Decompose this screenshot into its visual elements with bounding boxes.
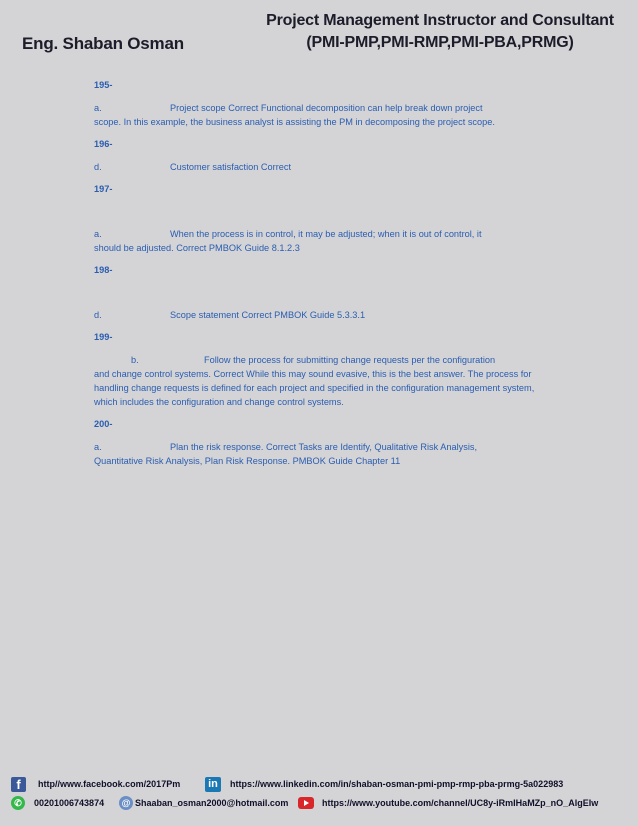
answer-list [94, 78, 554, 468]
linkedin-link[interactable]: https://www.linkedin.com/in/shaban-osman-pmi-pmp-rmp-pba-prmg-5a022983 [230, 779, 564, 789]
answer-letter: a. [94, 103, 102, 113]
whatsapp-icon: ✆ [11, 796, 25, 810]
author-name: Eng. Shaban Osman [22, 34, 184, 53]
answer-line: Project scope Correct Functional decomposition can help break down project [170, 103, 483, 113]
answer-letter: a. [94, 442, 102, 452]
answer-continuation: scope. In this example, the business analyst is assisting the PM in decomposing the project scope. [94, 117, 495, 127]
question-number: 198- [94, 265, 113, 275]
header-title [250, 10, 630, 54]
question-number: 199- [94, 332, 113, 342]
header-title-line1: Project Management Instructor and Consultant [266, 12, 614, 29]
answer-continuation: and change control systems. Correct While this may sound evasive, this is the best answer. The process for handling change requests is defined for each project and specified in the configuration management system, which includes the configuration and change control systems. [94, 369, 535, 407]
answer-letter: b. [131, 355, 139, 365]
facebook-icon[interactable]: f [11, 777, 26, 792]
answer-letter: a. [94, 229, 102, 239]
question-number: 197- [94, 184, 113, 194]
answer-block [94, 101, 554, 129]
answer-line: Plan the risk response. Correct Tasks are Identify, Qualitative Risk Analysis, [170, 442, 478, 452]
header-title-line2: (PMI-PMP,PMI-RMP,PMI-PBA,PRMG) [306, 34, 574, 51]
contact-footer [0, 772, 638, 822]
answer-letter: d. [94, 162, 102, 172]
question-number: 196- [94, 139, 113, 149]
answer-line: Follow the process for submitting change requests per the configuration [204, 355, 496, 365]
phone-number: 00201006743874 [34, 798, 105, 808]
answer-continuation: should be adjusted. Correct PMBOK Guide 8.1.2.3 [94, 243, 300, 253]
facebook-link[interactable]: http//www.facebook.com/2017Pm [38, 779, 181, 789]
answer-block [94, 160, 554, 174]
answer-letter: d. [94, 310, 102, 320]
answer-block [94, 440, 554, 468]
youtube-link[interactable]: https://www.youtube.com/channel/UC8y-iRmIHaMZp_nO_AlgEIw [322, 798, 599, 808]
answer-block [94, 227, 554, 255]
email-icon: @ [119, 796, 133, 810]
answer-line: Scope statement Correct PMBOK Guide 5.3.3.1 [170, 310, 366, 320]
answer-line: When the process is in control, it may be adjusted; when it is out of control, it [170, 229, 482, 239]
answer-block [94, 308, 554, 322]
answer-line: Customer satisfaction Correct [170, 162, 292, 172]
answer-continuation: Quantitative Risk Analysis, Plan Risk Response. PMBOK Guide Chapter 11 [94, 456, 401, 466]
question-number: 195- [94, 80, 113, 90]
email-link[interactable]: Shaaban_osman2000@hotmail.com [135, 798, 289, 808]
answer-block [94, 353, 554, 409]
youtube-icon[interactable] [298, 797, 314, 809]
linkedin-icon[interactable]: in [205, 777, 221, 792]
question-number: 200- [94, 419, 113, 429]
